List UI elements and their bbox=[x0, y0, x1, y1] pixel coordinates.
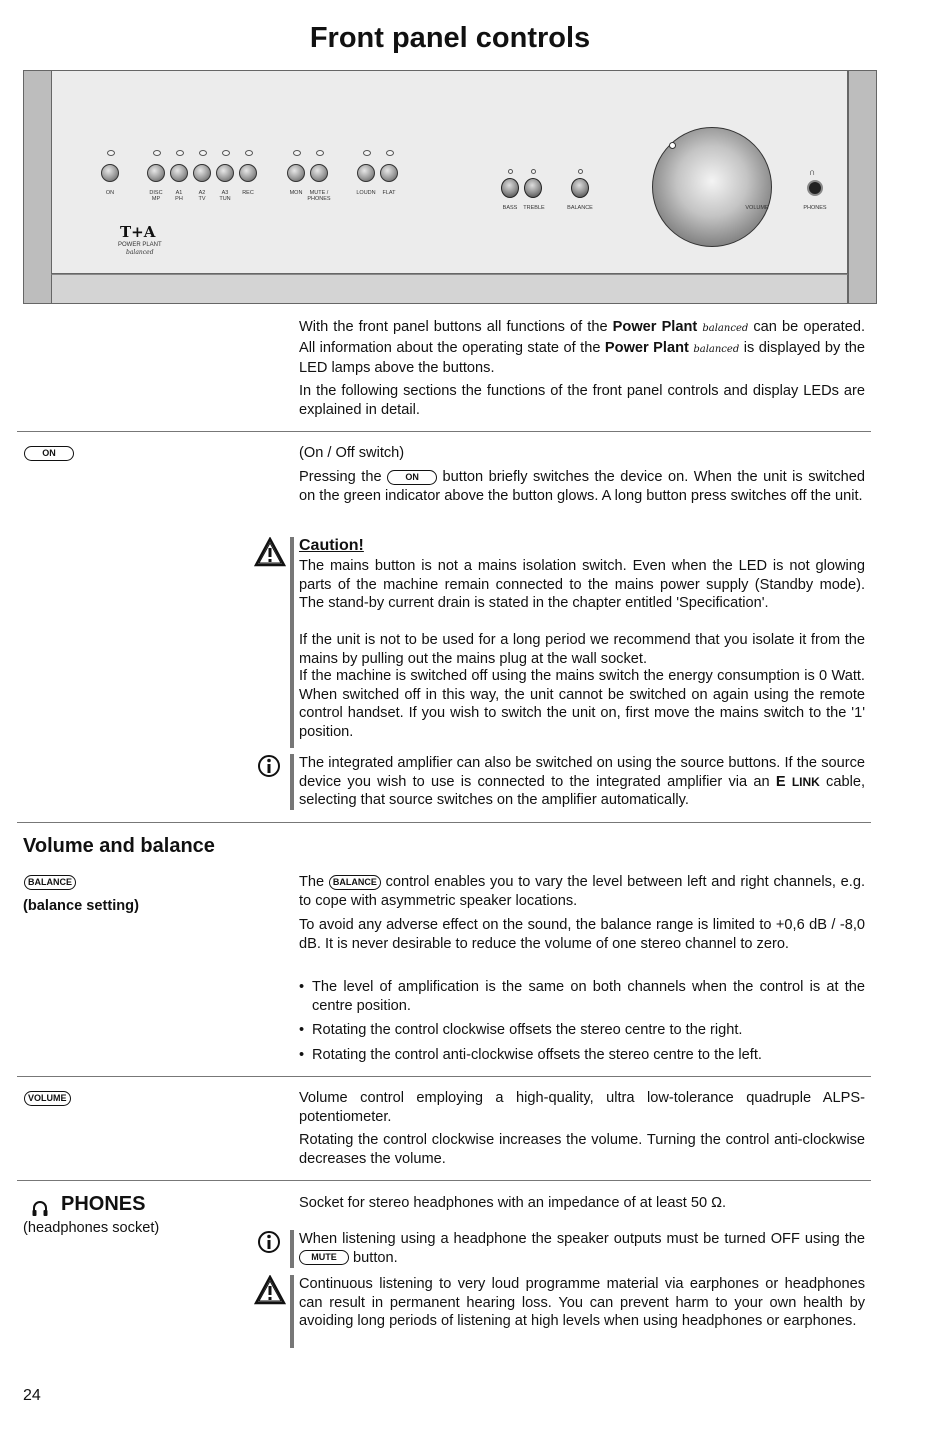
flat-button bbox=[380, 164, 398, 182]
caution-bar bbox=[290, 537, 294, 748]
on-subtitle: (On / Off switch) bbox=[299, 445, 405, 461]
led-loudn bbox=[363, 150, 371, 156]
volume-balance-heading: Volume and balance bbox=[23, 835, 215, 857]
phones-warning-paragraph: Continuous listening to very loud programme material via earphones or headphones can result in permanent hearing loss. You can prevent harm to your own health by avoiding long periods of listening at high levels when using headphones or earphones. bbox=[299, 1276, 865, 1329]
balance-label: BALANCE bbox=[24, 874, 76, 892]
phones-paragraph: Socket for stereo headphones with an impedance of at least 50 Ω. bbox=[299, 1195, 727, 1211]
label-mute-phones: MUTE / PHONES bbox=[307, 190, 331, 202]
balance-dot bbox=[578, 169, 583, 174]
panel-face bbox=[51, 70, 848, 274]
label-volume: VOLUME bbox=[745, 205, 769, 211]
headphone-icon: ∩ bbox=[809, 167, 816, 177]
caution-paragraph-3: If the machine is switched off using the mains switch the energy consumption is 0 Watt. When switched off in this way, the unit cannot be switched on again using the remote control handset. If you wish to switch the unit on, first move the mains switch to the '1' position. bbox=[299, 668, 865, 740]
led-disc bbox=[153, 150, 161, 156]
a3-button bbox=[216, 164, 234, 182]
on-label: ON bbox=[24, 445, 74, 463]
volume-label: VOLUME bbox=[24, 1090, 71, 1108]
label-disc: DISC MP bbox=[149, 190, 163, 202]
balance-bullet-3: • Rotating the control anti-clockwise offsets the stereo centre to the left. bbox=[299, 1047, 762, 1063]
intro-paragraph-2: In the following sections the functions of the front panel controls and display LEDs are explained in detail. bbox=[299, 383, 865, 418]
phones-heading: PHONES bbox=[61, 1193, 146, 1215]
caution-paragraph-2: If the unit is not to be used for a long period we recommend that you isolate it from the mains by pulling out the mains plug at the wall socket. bbox=[299, 632, 865, 667]
label-bass: BASS bbox=[502, 205, 518, 211]
bass-dot bbox=[508, 169, 513, 174]
panel-bottom bbox=[51, 274, 848, 304]
info-paragraph: The integrated amplifier can also be switched on using the source buttons. If the source device you wish to use is connected to the integrated amplifier via an E LINK cable, selecting that source switches on the amplifier automatically. bbox=[299, 755, 865, 808]
on-paragraph: Pressing the ON button briefly switches the device on. When the unit is switched on the green indicator above the button glows. A long button press switches off the unit. bbox=[299, 469, 865, 504]
caution-title: Caution! bbox=[299, 537, 364, 554]
label-mon: MON bbox=[289, 190, 303, 196]
volume-paragraph-1: Volume control employing a high-quality, ultra low-tolerance quadruple ALPS-potentiometer. bbox=[299, 1090, 865, 1125]
volume-paragraph-2: Rotating the control clockwise increases the volume. Turning the control anti-clockwise decreases the volume. bbox=[299, 1132, 865, 1167]
info-icon bbox=[257, 754, 281, 783]
brand-model: POWER PLANT bbox=[118, 242, 162, 248]
phones-socket bbox=[807, 180, 823, 196]
phones-subtitle: (headphones socket) bbox=[23, 1220, 160, 1236]
label-on: ON bbox=[105, 190, 115, 196]
intro-paragraph-1: With the front panel buttons all functions of the Power Plant balanced can be operated. All information about the operating state of the Power Plant balanced is displayed by the LED lamps above the buttons. bbox=[299, 319, 866, 376]
divider-1 bbox=[17, 431, 871, 432]
label-loudn: LOUDN bbox=[356, 190, 376, 196]
a2-button bbox=[193, 164, 211, 182]
disc-button bbox=[147, 164, 165, 182]
bass-knob bbox=[501, 178, 519, 198]
label-flat: FLAT bbox=[382, 190, 396, 196]
led-a2 bbox=[199, 150, 207, 156]
phones-info-paragraph: When listening using a headphone the speaker outputs must be turned OFF using the MUTE button. bbox=[299, 1231, 865, 1266]
treble-dot bbox=[531, 169, 536, 174]
label-rec: REC bbox=[242, 190, 254, 196]
label-treble: TREBLE bbox=[523, 205, 545, 211]
label-phones: PHONES bbox=[803, 205, 827, 211]
headphones-icon bbox=[31, 1199, 49, 1222]
warning-icon-2 bbox=[254, 1275, 286, 1310]
led-a1 bbox=[176, 150, 184, 156]
page-title: Front panel controls bbox=[309, 22, 591, 54]
balance-paragraph-2: To avoid any adverse effect on the sound, the balance range is limited to +0,6 dB / -8,0 dB. It is never desirable to reduce the volume of one stereo channel to zero. bbox=[299, 917, 865, 952]
balance-paragraph-1: The BALANCE control enables you to vary the level between left and right channels, e.g. to cope with asymmetric speaker locations. bbox=[299, 874, 865, 909]
panel-right-side bbox=[848, 70, 877, 304]
mute-button bbox=[310, 164, 328, 182]
balance-bullet-1: • The level of amplification is the same on both channels when the control is at the centre position. bbox=[299, 979, 865, 1014]
on-button bbox=[101, 164, 119, 182]
divider-4 bbox=[17, 1180, 871, 1181]
caution-paragraph-1: The mains button is not a mains isolation switch. Even when the LED is not glowing parts of the machine remain connected to the mains power supply (Standby mode). The stand-by current drain is stated in the chapter entitled 'Specification'. bbox=[299, 558, 865, 611]
led-mon bbox=[293, 150, 301, 156]
label-a3: A3 TUN bbox=[219, 190, 231, 202]
label-balance: BALANCE bbox=[567, 205, 593, 211]
brand-model-sub: balanced bbox=[126, 249, 154, 256]
divider-2 bbox=[17, 822, 871, 823]
rec-button bbox=[239, 164, 257, 182]
info-icon-2 bbox=[257, 1230, 281, 1259]
warning-icon bbox=[254, 537, 286, 572]
warning-bar-2 bbox=[290, 1275, 294, 1348]
loudn-button bbox=[357, 164, 375, 182]
info-bar bbox=[290, 754, 294, 810]
mon-button bbox=[287, 164, 305, 182]
balance-subtitle: (balance setting) bbox=[23, 898, 139, 914]
divider-3 bbox=[17, 1076, 871, 1077]
led-mute bbox=[316, 150, 324, 156]
led-flat bbox=[386, 150, 394, 156]
led-on bbox=[107, 150, 115, 156]
led-rec bbox=[245, 150, 253, 156]
volume-knob bbox=[652, 127, 772, 247]
balance-bullet-2: • Rotating the control clockwise offsets the stereo centre to the right. bbox=[299, 1022, 743, 1038]
led-a3 bbox=[222, 150, 230, 156]
brand-logo: T+A bbox=[120, 223, 156, 241]
a1-button bbox=[170, 164, 188, 182]
label-a2: A2 TV bbox=[198, 190, 206, 202]
treble-knob bbox=[524, 178, 542, 198]
front-panel-illustration bbox=[23, 70, 877, 304]
info-bar-2 bbox=[290, 1230, 294, 1268]
balance-knob bbox=[571, 178, 589, 198]
label-a1: A1 PH bbox=[175, 190, 183, 202]
panel-left-side bbox=[23, 70, 52, 304]
page-number: 24 bbox=[23, 1387, 41, 1404]
